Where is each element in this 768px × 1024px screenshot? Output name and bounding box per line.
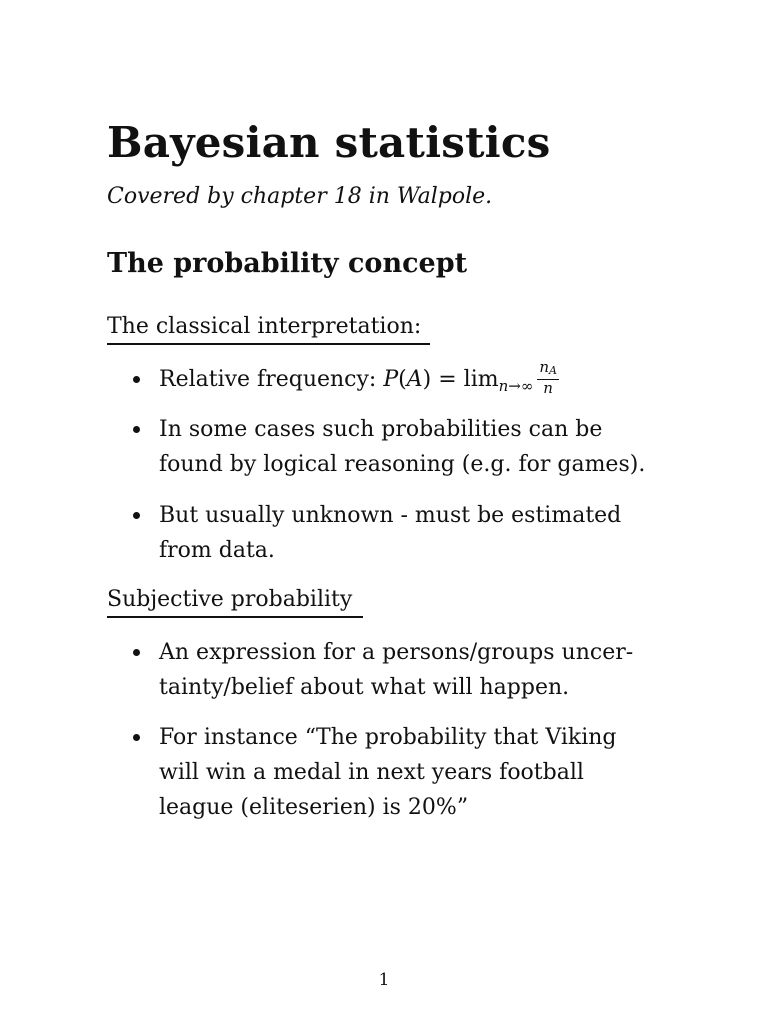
section-title: The probability concept [107,248,468,279]
classical-heading: The classical interpretation: [107,314,430,345]
formula-a: A [406,367,423,392]
bullet-line [159,357,669,404]
bullet-line: In some cases such probabilities can be [159,417,603,442]
formula-lim-subscript: n→∞ [498,377,534,395]
bullet-line: But usually unknown - must be estimated [159,503,622,528]
formula-equals: = [431,367,464,392]
bullet-dot [133,734,140,741]
bullet-dot [133,376,140,383]
bullet-text [159,498,669,568]
bullet-dot [133,649,140,656]
fraction-numerator [537,357,559,380]
formula-close: ) [422,367,432,392]
formula-fraction [537,357,559,397]
document-subtitle: Covered by chapter 18 in Walpole. [107,184,493,209]
fraction-denominator: n [543,378,553,397]
bullet-line: from data. [159,538,275,563]
formula [383,357,559,397]
numerator-subscript: A [549,363,557,377]
bullet-line: found by logical reasoning (e.g. for games). [159,452,646,477]
bullet-text [159,635,669,705]
formula-lim: lim [463,367,499,392]
bullet-dot [133,426,140,433]
bullet-prefix: Relative frequency: [159,367,384,392]
bullet-dot [133,512,140,519]
bullet-text [159,720,669,825]
bullet-text [159,357,669,404]
bullet-line: will win a medal in next years football [159,760,584,785]
numerator-n: n [539,357,549,376]
formula-p: P [383,367,399,392]
document-title: Bayesian statistics [107,118,551,167]
bullet-line: league (eliteserien) is 20%” [159,795,469,820]
bullet-line: An expression for a persons/groups uncer- [159,640,634,665]
subjective-heading: Subjective probability [107,587,363,618]
bullet-text [159,412,669,482]
bullet-line: tainty/belief about what will happen. [159,675,570,700]
formula-open: ( [398,367,407,392]
page-number: 1 [378,970,390,990]
bullet-line: For instance “The probability that Viking [159,725,617,750]
